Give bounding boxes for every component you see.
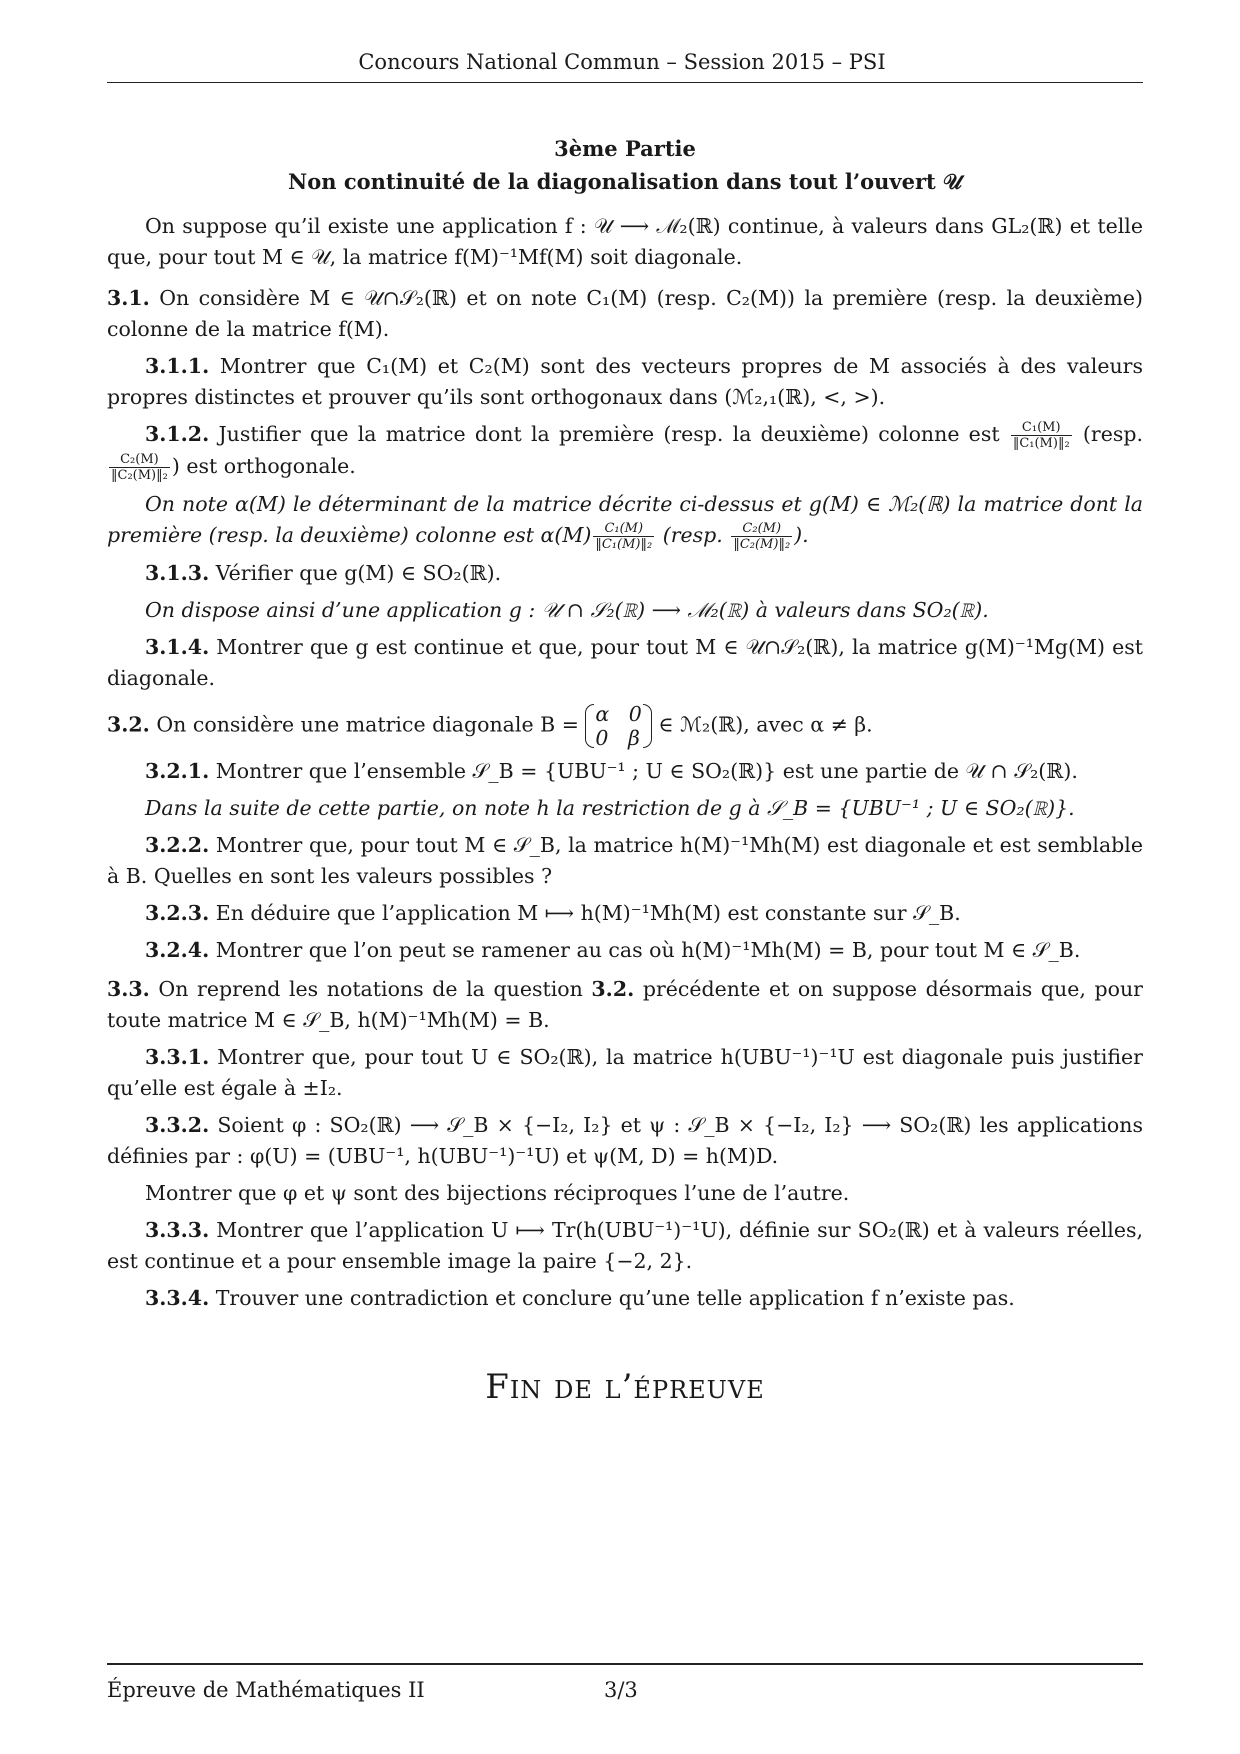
note-h: Dans la suite de cette partie, on note h la restriction de g à 𝒮_B = {UBU⁻¹ ; U ∈ SO₂(ℝ)}. — [145, 796, 1075, 820]
question-text: Montrer que l’ensemble 𝒮_B = {UBU⁻¹ ; U ∈ SO₂(ℝ)} est une partie de 𝒰 ∩ 𝒮₂(ℝ). — [215, 759, 1078, 783]
question-text: Trouver une contradiction et conclure qu’une telle application f n’existe pas. — [215, 1286, 1015, 1310]
question-3-3-2-b: Montrer que φ et ψ sont des bijections réciproques l’une de l’autre. — [145, 1181, 850, 1205]
footer-subject: Épreuve de Mathématiques II — [107, 1678, 425, 1702]
fraction-c2: $\frac{\text{C₂(M)}}{\text{‖C₂(M)‖₂}}$ — [111, 452, 168, 483]
question-number: 3.3. — [107, 977, 150, 1001]
question-3-3-4 — [107, 1283, 1143, 1314]
question-number: 3.2. — [107, 712, 150, 737]
question-number: 3.3.1. — [145, 1045, 210, 1069]
question-text: Vérifier que g(M) ∈ SO₂(ℝ). — [215, 561, 502, 585]
question-text: Montrer que l’application U ⟼ Tr(h(UBU⁻¹)⁻¹U), définie sur SO₂(ℝ) et à valeurs réelles, est continue et a pour ensemble image la paire {−2, 2}. — [107, 1218, 1143, 1273]
question-3-3-2 — [107, 1110, 1143, 1172]
question-3-3-3 — [107, 1215, 1143, 1277]
question-text: On considère M ∈ 𝒰∩𝒮₂(ℝ) et on note C₁(M) (resp. C₂(M)) la première (resp. la deuxième) colonne de la matrice f(M). — [107, 286, 1143, 341]
question-text: On considère une matrice diagonale B = — [156, 712, 579, 737]
question-3-1 — [107, 283, 1143, 345]
question-text: Montrer que C₁(M) et C₂(M) sont des vecteurs propres de M associés à des valeurs propres distinctes et prouver qu’ils sont orthogonaux dans (ℳ₂,₁(ℝ), <, >). — [107, 354, 1143, 409]
question-number: 3.2.3. — [145, 901, 210, 925]
note-g: On dispose ainsi d’une application g : 𝒰 ∩ 𝒮₂(ℝ) ⟶ ℳ₂(ℝ) à valeurs dans SO₂(ℝ). — [145, 598, 989, 622]
question-text: Montrer que g est continue et que, pour tout M ∈ 𝒰∩𝒮₂(ℝ), la matrice g(M)⁻¹Mg(M) est diagonale. — [107, 635, 1143, 690]
footer-page-number: 3/3 — [604, 1678, 638, 1702]
question-text: Montrer que l’on peut se ramener au cas où h(M)⁻¹Mh(M) = B, pour tout M ∈ 𝒮_B. — [215, 938, 1081, 962]
question-3-3-1 — [107, 1042, 1143, 1104]
footer-rule — [107, 1663, 1143, 1665]
question-3-2-2 — [107, 830, 1143, 892]
question-3-2-3 — [107, 898, 1143, 929]
question-number: 3.1.4. — [145, 635, 210, 659]
question-number: 3.3.2. — [145, 1113, 210, 1137]
fraction-c1: $\frac{\text{C₁(M)}}{\text{‖C₁(M)‖₂}}$ — [1012, 420, 1070, 451]
question-number: 3.1. — [107, 286, 150, 310]
fraction-c2: $\frac{\text{C₂(M)}}{\text{‖C₂(M)‖₂}}$ — [733, 521, 791, 552]
question-number: 3.2.2. — [145, 833, 210, 857]
question-3-1-2: 3.1.2. Justifier que la matrice dont la première (resp. la deuxième) colonne est $\frac{\text{C₁(M)}}{\text{‖C₁(M)‖₂}}$ (resp. $\frac{\text{C₂(M)}}{\text{‖C₂(M)‖₂}}$ ) est orthogonale. — [111, 420, 1143, 483]
question-3-2-1 — [107, 756, 1143, 787]
question-number: 3.2.1. — [145, 759, 210, 783]
question-text: Soient φ : SO₂(ℝ) ⟶ 𝒮_B × {−I₂, I₂} et ψ : 𝒮_B × {−I₂, I₂} ⟶ SO₂(ℝ) les applications définies par : φ(U) = (UBU⁻¹, h(UBU⁻¹)⁻¹U) et ψ(M, D) = h(M)D. — [107, 1113, 1143, 1168]
question-3-2-4 — [107, 935, 1143, 966]
question-text: Montrer que, pour tout U ∈ SO₂(ℝ), la matrice h(UBU⁻¹)⁻¹U est diagonale puis justifier qu’elle est égale à ±I₂. — [107, 1045, 1143, 1100]
question-number: 3.1.3. — [145, 561, 210, 585]
question-3-2: 3.2. On considère une matrice diagonale B = α 0 0 β ∈ ℳ₂(ℝ), avec α ≠ β. — [107, 702, 873, 750]
question-3-1-1 — [107, 351, 1143, 413]
question-text: Montrer que, pour tout M ∈ 𝒮_B, la matrice h(M)⁻¹Mh(M) est diagonale et est semblable à B. Quelles en sont les valeurs possibles ? — [107, 833, 1143, 888]
question-3-1-4 — [107, 632, 1143, 694]
question-text: En déduire que l’application M ⟼ h(M)⁻¹Mh(M) est constante sur 𝒮_B. — [215, 901, 961, 925]
question-3-3: 3.3. On reprend les notations de la question 3.2. précédente et on suppose désormais que, pour toute matrice M ∈ 𝒮_B, h(M)⁻¹Mh(M) = B. — [107, 977, 1143, 1032]
question-3-1-3 — [107, 558, 1143, 589]
header-rule — [107, 82, 1143, 83]
page-content — [107, 133, 1143, 1409]
end-of-exam: Fin de l’épreuve — [485, 1367, 765, 1407]
matrix-b: α 0 0 β — [585, 702, 651, 750]
question-number: 3.1.1. — [145, 354, 210, 378]
question-reference: 3.2. — [591, 977, 635, 1001]
note-alpha: On note α(M) le déterminant de la matrice décrite ci-dessus et g(M) ∈ ℳ₂(ℝ) la matrice dont la première (resp. la deuxième) colonne est α(M) $\frac{\text{C₁(M)}}{\text{‖C₁(M)‖₂}}$ (resp. $\frac{\text{C₂(M)}}{\text{‖C₂(M)‖₂}}$ ). — [107, 492, 1143, 552]
question-number: 3.2.4. — [145, 938, 210, 962]
question-number: 3.1.2. — [145, 422, 210, 446]
question-text: Justifier que la matrice dont la première (resp. la deuxième) colonne est — [218, 422, 1000, 446]
page-header: Concours National Commun – Session 2015 – PSI — [358, 50, 886, 74]
question-text: On reprend les notations de la question — [158, 977, 583, 1001]
fraction-c1: $\frac{\text{C₁(M)}}{\text{‖C₁(M)‖₂}}$ — [595, 521, 653, 552]
part-title: 3ème Partie — [554, 136, 696, 161]
part-subtitle: Non continuité de la diagonalisation dans tout l’ouvert 𝒰 — [288, 169, 962, 194]
question-number: 3.3.3. — [145, 1218, 210, 1242]
intro-paragraph: On suppose qu’il existe une application f : 𝒰 ⟶ ℳ₂(ℝ) continue, à valeurs dans GL₂(ℝ) et telle que, pour tout M ∈ 𝒰, la matrice f(M)⁻¹Mf(M) soit diagonale. — [107, 214, 1143, 269]
question-number: 3.3.4. — [145, 1286, 210, 1310]
